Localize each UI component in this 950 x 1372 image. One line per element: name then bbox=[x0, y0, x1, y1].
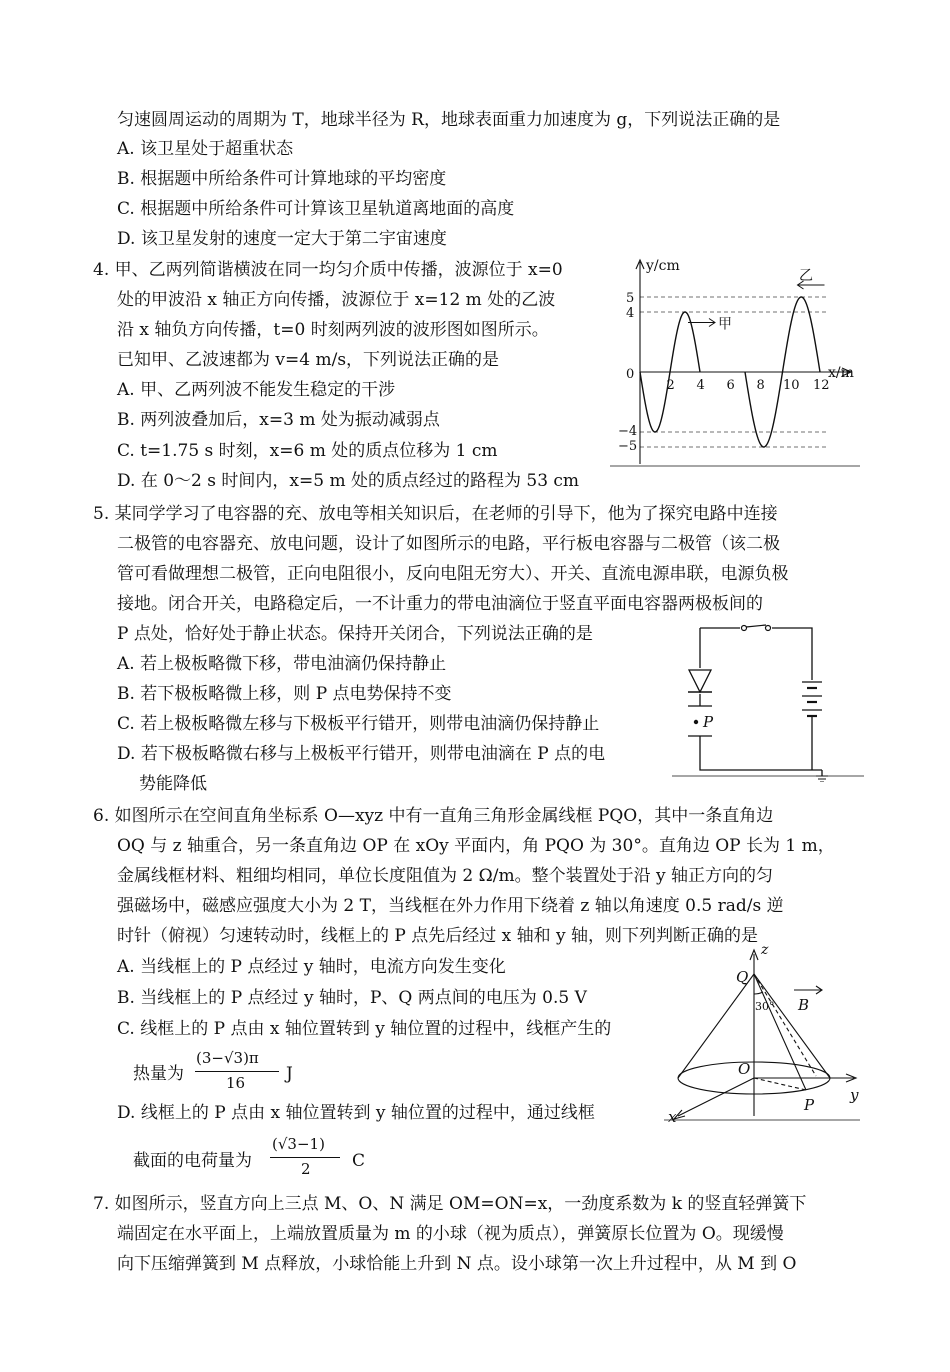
q6-option-b: B. 当线框上的 P 点经过 y 轴时，P、Q 两点间的电压为 0.5 V bbox=[117, 988, 587, 1008]
x-tick-label-2: 6 bbox=[726, 378, 735, 393]
x-axis-label: x bbox=[668, 1108, 677, 1126]
x-tick-label-1: 4 bbox=[696, 378, 705, 393]
x-tick-label-3: 8 bbox=[756, 378, 765, 393]
q4-option-c: C. t=1.75 s 时刻，x=6 m 处的质点位移为 1 cm bbox=[117, 441, 498, 461]
q5-stem-line-5: P 点处，恰好处于静止状态。保持开关闭合，下列说法正确的是 bbox=[117, 624, 593, 644]
y-tick-label-4: −5 bbox=[618, 439, 638, 454]
y-tick-label-3: −4 bbox=[618, 424, 638, 439]
q7-stem-line-1: 7. 如图所示，竖直方向上三点 M、O、N 满足 OM=ON=x，一劲度系数为 k 的竖直轻弹簧下 bbox=[93, 1194, 807, 1214]
q7-stem-line-3: 向下压缩弹簧到 M 点释放，小球恰能上升到 N 点。设小球第一次上升过程中，从 M 到 O bbox=[117, 1254, 797, 1274]
b-field-arrow bbox=[794, 986, 822, 994]
wave-chart bbox=[610, 256, 860, 468]
q4-option-b: B. 两列波叠加后，x=3 m 处为振动减弱点 bbox=[117, 410, 440, 430]
wave-labels bbox=[618, 258, 854, 454]
wave-curves bbox=[640, 281, 825, 447]
q6-option-a: A. 当线框上的 P 点经过 y 轴时，电流方向发生变化 bbox=[117, 957, 506, 977]
q4-option-a: A. 甲、乙两列波不能发生稳定的干涉 bbox=[117, 380, 396, 400]
y-axis-label: y/cm bbox=[646, 258, 680, 274]
q3-option-d: D. 该卫星发射的速度一定大于第二宇宙速度 bbox=[117, 229, 447, 249]
x-tick-label-5: 12 bbox=[813, 378, 830, 393]
p-label: P bbox=[804, 1096, 815, 1114]
q7-stem-line-2: 端固定在水平面上，上端放置质量为 m 的小球（视为质点），弹簧原长位置为 O。现缓慢 bbox=[117, 1224, 784, 1244]
diode-icon bbox=[688, 670, 712, 692]
q3-option-c: C. 根据题中所给条件可计算该卫星轨道离地面的高度 bbox=[117, 199, 515, 219]
o-label: O bbox=[738, 1060, 751, 1078]
y-tick-label-2: 0 bbox=[626, 367, 635, 382]
q5-option-b: B. 若下极板略微上移，则 P 点电势保持不变 bbox=[117, 684, 452, 704]
b-label: B bbox=[798, 996, 810, 1014]
q6-option-d-denominator: 2 bbox=[301, 1160, 311, 1178]
x-axis-label: x/m bbox=[828, 365, 854, 381]
q3-stem-tail: 匀速圆周运动的周期为 T，地球半径为 R，地球表面重力加速度为 g，下列说法正确的是 bbox=[117, 110, 781, 130]
q4-stem-line-2: 处的甲波沿 x 轴正方向传播，波源位于 x=12 m 处的乙波 bbox=[117, 290, 556, 310]
q6-stem-line-1: 6. 如图所示在空间直角坐标系 O—xyz 中有一直角三角形金属线框 PQO，其中一条直角边 bbox=[93, 806, 774, 826]
q6-stem-line-3: 金属线框材料、粗细均相同，单位长度阻值为 2 Ω/m。整个装置处于沿 y 轴正方向的匀 bbox=[117, 866, 773, 886]
q4-stem-line-1: 4. 甲、乙两列简谐横波在同一均匀介质中传播，波源位于 x=0 bbox=[93, 260, 563, 280]
q6-option-c-fraction-bar bbox=[195, 1071, 279, 1072]
angle-label: 30° bbox=[755, 1000, 775, 1013]
q5-stem-line-4: 接地。闭合开关，电路稳定后，一不计重力的带电油滴位于竖直平面电容器两极板间的 bbox=[117, 594, 763, 614]
q-label: Q bbox=[736, 968, 749, 986]
battery-icon bbox=[802, 682, 822, 716]
q6-stem-line-4: 强磁场中，磁感应强度大小为 2 T，当线框在外力作用下绕着 z 轴以角速度 0.5 rad/s 逆 bbox=[117, 896, 784, 916]
x-tick-label-4: 10 bbox=[783, 378, 800, 393]
rotating-frame-diagram bbox=[664, 940, 864, 1126]
y-tick-label-1: 4 bbox=[626, 306, 635, 321]
q4-stem-line-3: 沿 x 轴负方向传播，t=0 时刻两列波的波形图如图所示。 bbox=[117, 320, 549, 340]
q5-option-a: A. 若上极板略微下移，带电油滴仍保持静止 bbox=[117, 654, 447, 674]
q6-stem-line-5: 时针（俯视）匀速转动时，线框上的 P 点先后经过 x 轴和 y 轴，则下列判断正确的是 bbox=[117, 926, 759, 946]
q6-option-d-unit: C bbox=[352, 1151, 366, 1171]
q6-stem-line-2: OQ 与 z 轴重合，另一条直角边 OP 在 xOy 平面内，角 PQO 为 30°。直角边 OP 长为 1 m， bbox=[117, 836, 835, 856]
z-axis-label: z bbox=[761, 942, 769, 958]
q5-option-d: D. 若下极板略微右移与上极板平行错开，则带电油滴在 P 点的电 bbox=[117, 744, 606, 764]
point-p-label: P bbox=[703, 713, 714, 731]
q6-option-c: C. 线框上的 P 点由 x 轴位置转到 y 轴位置的过程中，线框产生的 bbox=[117, 1019, 612, 1039]
q6-option-d: D. 线框上的 P 点由 x 轴位置转到 y 轴位置的过程中，通过线框 bbox=[117, 1103, 595, 1123]
wave-a-label: 甲 bbox=[718, 316, 732, 333]
q6-option-d-numerator: (√3−1) bbox=[272, 1135, 325, 1153]
y-axis-label: y bbox=[850, 1086, 859, 1104]
q5-stem-line-3: 管可看做理想二极管，正向电阻很小，反向电阻无穷大）、开关、直流电源串联，电源负极 bbox=[117, 564, 789, 584]
q6-option-c-prefix: 热量为 bbox=[133, 1064, 184, 1084]
q6-option-c-denominator: 16 bbox=[226, 1074, 246, 1092]
circuit-diagram bbox=[668, 612, 868, 782]
q6-option-d-prefix: 截面的电荷量为 bbox=[133, 1151, 252, 1171]
q6-option-c-numerator: (3−√3)π bbox=[196, 1049, 259, 1067]
q4-option-d: D. 在 0～2 s 时间内，x=5 m 处的质点经过的路程为 53 cm bbox=[117, 471, 580, 491]
x-tick-label-0: 2 bbox=[666, 378, 675, 393]
q6-option-c-unit: J bbox=[286, 1064, 293, 1084]
q5-stem-line-2: 二极管的电容器充、放电问题，设计了如图所示的电路，平行板电容器与二极管（该二极 bbox=[117, 534, 780, 554]
y-tick-label-0: 5 bbox=[626, 291, 635, 306]
q5-stem-line-1: 5. 某同学学习了电容器的充、放电等相关知识后，在老师的引导下，他为了探究电路中连接 bbox=[93, 504, 778, 524]
q5-option-c: C. 若上极板略微左移与下极板平行错开，则带电油滴仍保持静止 bbox=[117, 714, 600, 734]
q6-option-d-fraction-bar bbox=[270, 1157, 340, 1158]
q4-stem-line-4: 已知甲、乙波速都为 v=4 m/s，下列说法正确的是 bbox=[117, 350, 500, 370]
q3-option-b: B. 根据题中所给条件可计算地球的平均密度 bbox=[117, 169, 447, 189]
wave-b-label: 乙 bbox=[799, 268, 813, 284]
switch-icon bbox=[742, 625, 771, 631]
q3-option-a: A. 该卫星处于超重状态 bbox=[117, 139, 294, 159]
oil-drop-point bbox=[694, 720, 698, 724]
q5-option-d-cont: 势能降低 bbox=[139, 774, 207, 794]
